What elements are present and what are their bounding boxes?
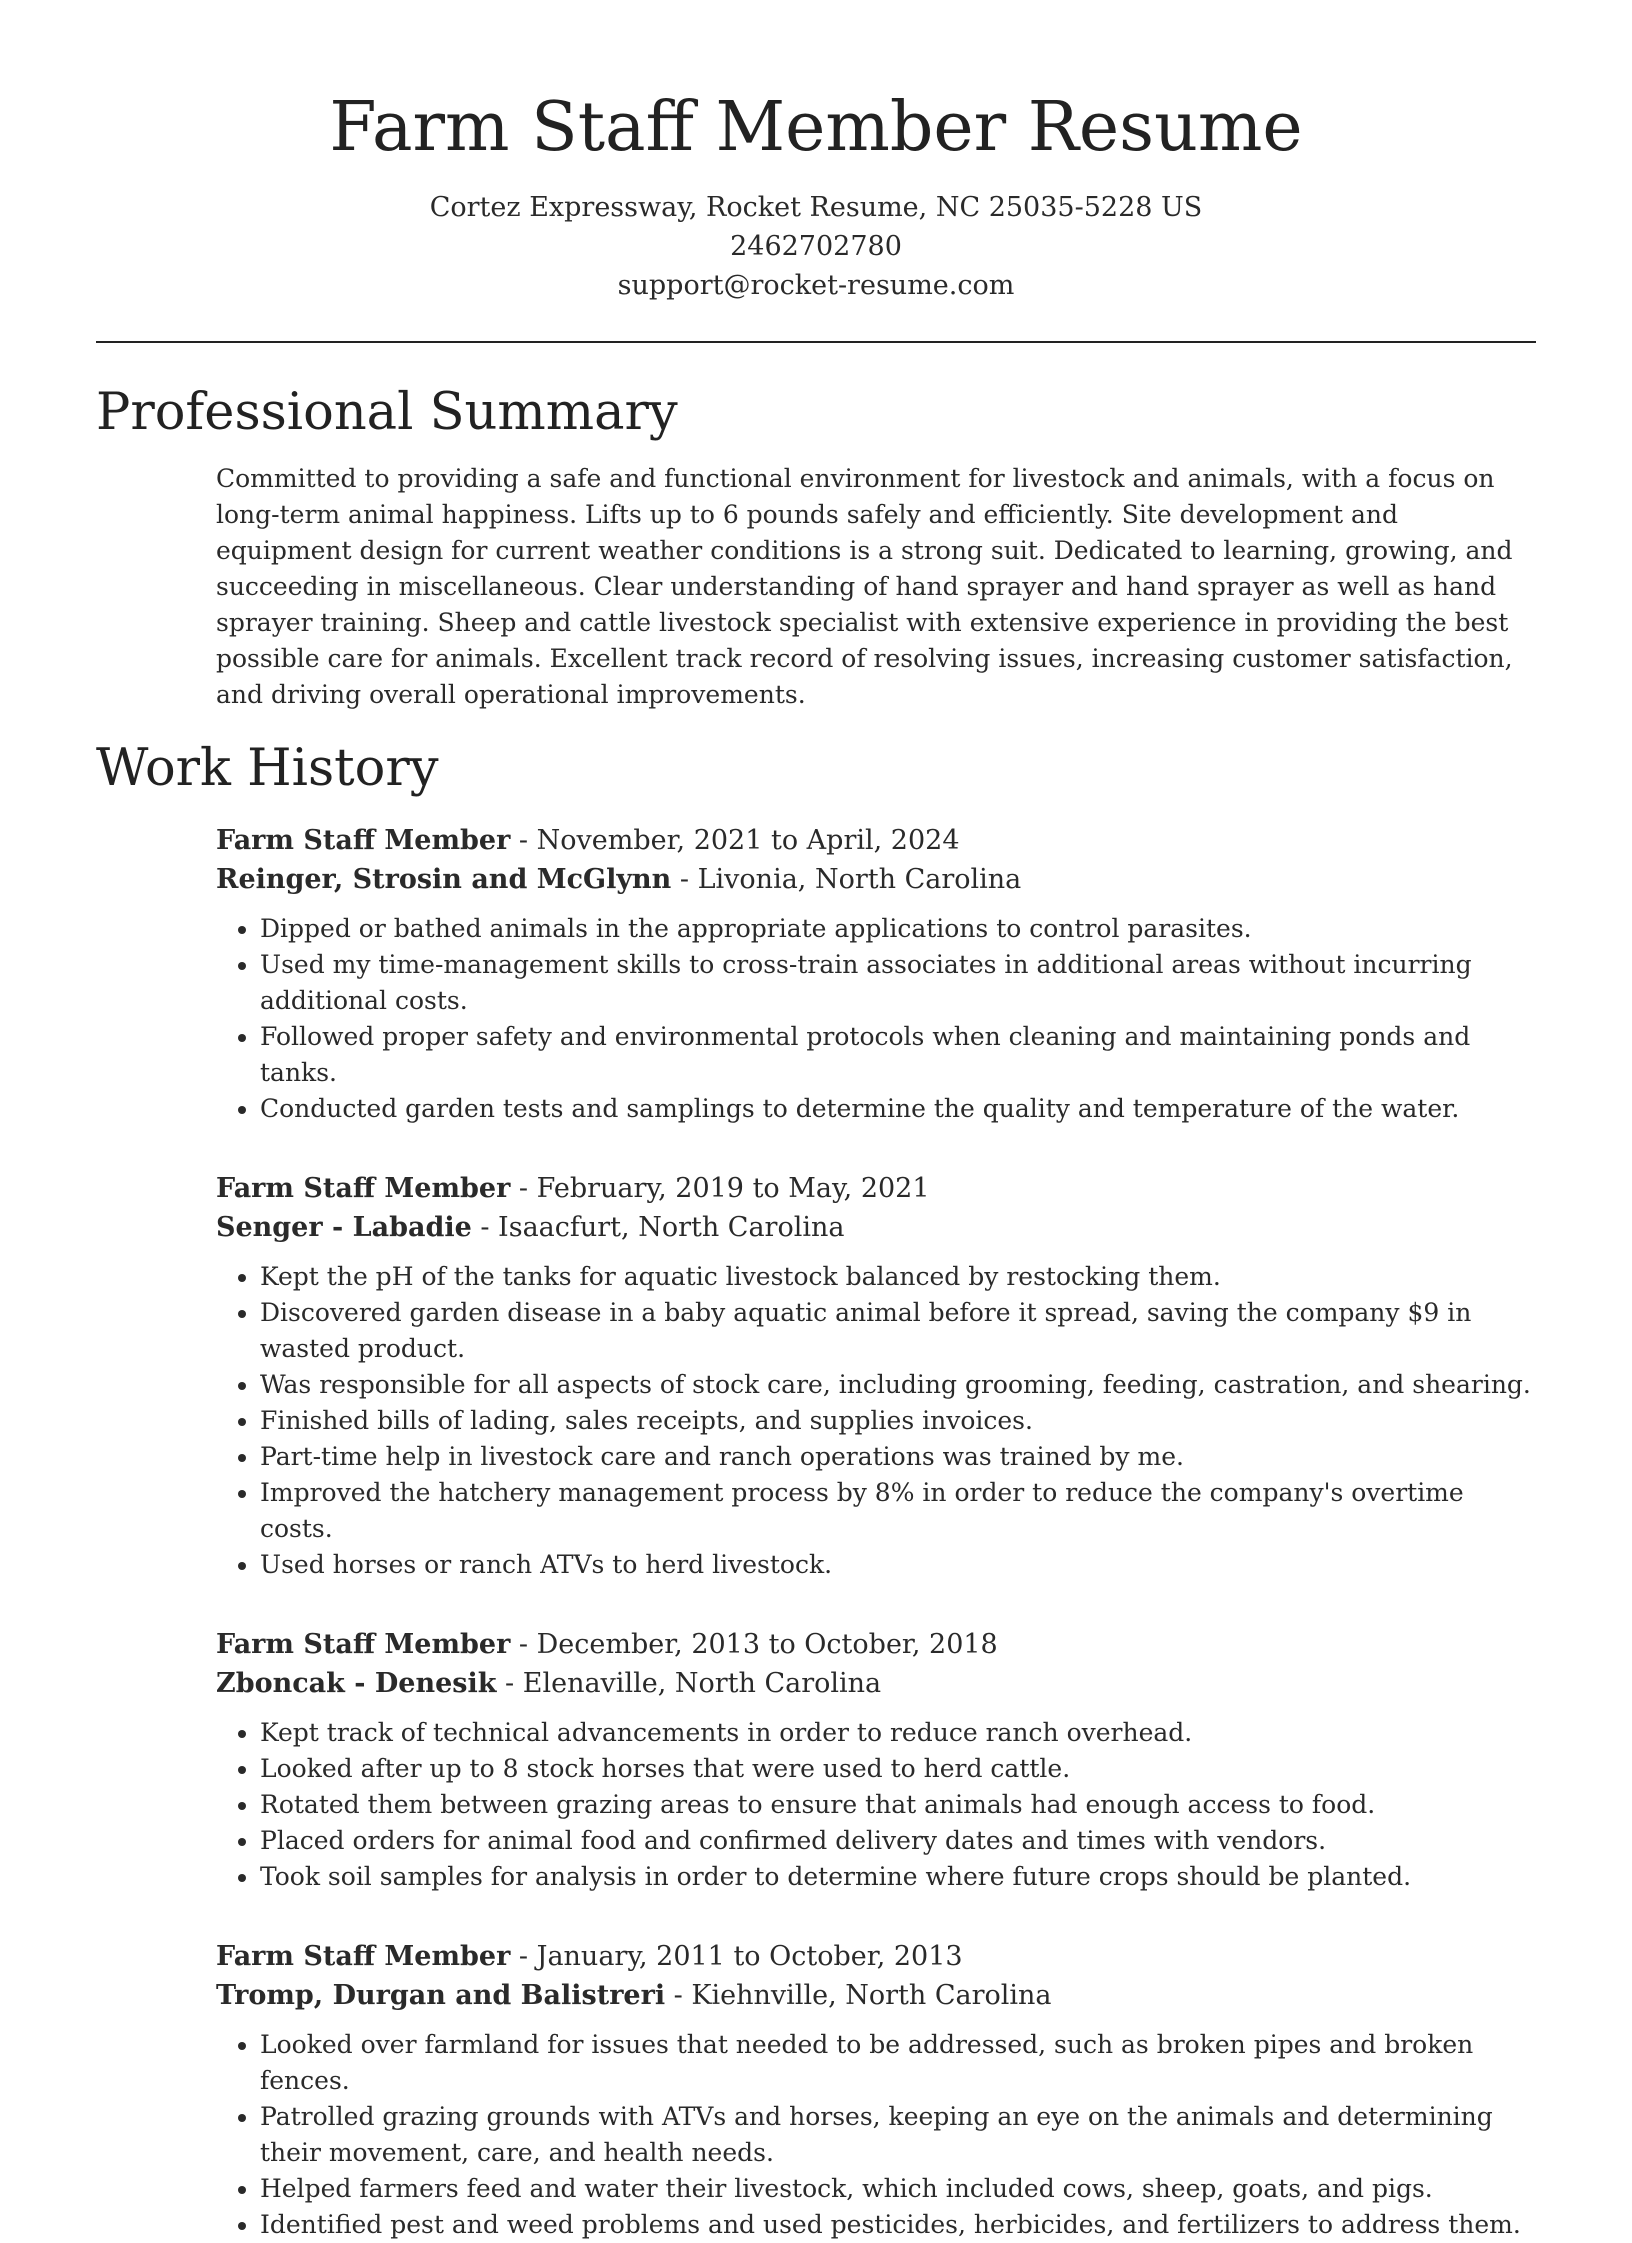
job-location: - Elenaville, North Carolina: [496, 1668, 882, 1699]
work-history-heading: Work History: [96, 739, 439, 798]
job-bullet: • Took soil samples for analysis in order to determine where future crops should be planted.: [260, 1859, 1536, 1895]
job-bullet: • Kept the pH of the tanks for aquatic livestock balanced by restocking them.: [260, 1259, 1536, 1295]
job-bullet: • Finished bills of lading, sales receipts, and supplies invoices.: [260, 1403, 1536, 1439]
contact-phone: 2462702780: [730, 231, 902, 262]
job-bullet: • Used horses or ranch ATVs to herd livestock.: [260, 1547, 1536, 1583]
job-role: Farm Staff Member: [216, 825, 511, 856]
job-dates: - January, 2011 to October, 2013: [510, 1941, 963, 1972]
job-role: Farm Staff Member: [216, 1173, 511, 1204]
job-bullet: • Patrolled grazing grounds with ATVs and horses, keeping an eye on the animals and determining their movement, care, and health needs.: [260, 2099, 1536, 2171]
resume-title: Farm Staff Member Resume: [329, 88, 1303, 167]
job-bullet: • Dipped or bathed animals in the appropriate applications to control parasites.: [260, 911, 1536, 947]
job-bullet: • Identified pest and weed problems and used pesticides, herbicides, and fertilizers to address them.: [260, 2207, 1536, 2243]
job-role-line: [216, 1937, 1536, 1976]
job-entry: [216, 1625, 1536, 1895]
resume-header: [96, 0, 1536, 305]
job-role-line: [216, 1625, 1536, 1664]
job-bullets: [216, 1715, 1536, 1895]
job-company-line: [216, 1976, 1536, 2015]
job-dates: - December, 2013 to October, 2018: [510, 1629, 998, 1660]
job-bullet: • Was responsible for all aspects of stock care, including grooming, feeding, castration, and shearing.: [260, 1367, 1536, 1403]
job-company: Tromp, Durgan and Balistreri: [216, 1980, 666, 2011]
job-bullet: • Part-time help in livestock care and ranch operations was trained by me.: [260, 1439, 1536, 1475]
job-entry: [216, 1937, 1536, 2243]
job-bullet: • Placed orders for animal food and confirmed delivery dates and times with vendors.: [260, 1823, 1536, 1859]
job-entry: [216, 821, 1536, 1127]
job-bullet: • Looked after up to 8 stock horses that were used to herd cattle.: [260, 1751, 1536, 1787]
job-bullet: • Improved the hatchery management process by 8% in order to reduce the company's overtime costs.: [260, 1475, 1536, 1547]
header-divider: [96, 341, 1536, 343]
job-bullet: • Conducted garden tests and samplings to determine the quality and temperature of the water.: [260, 1091, 1536, 1127]
job-bullets: [216, 2027, 1536, 2243]
job-location: - Isaacfurt, North Carolina: [471, 1212, 845, 1243]
contact-email: support@rocket-resume.com: [617, 270, 1015, 301]
job-bullet: • Discovered garden disease in a baby aquatic animal before it spread, saving the company $9 in wasted product.: [260, 1295, 1536, 1367]
job-location: - Livonia, North Carolina: [671, 864, 1022, 895]
job-company: Senger - Labadie: [216, 1212, 472, 1243]
job-role-line: [216, 821, 1536, 860]
job-role: Farm Staff Member: [216, 1629, 511, 1660]
job-bullet: • Helped farmers feed and water their livestock, which included cows, sheep, goats, and pigs.: [260, 2171, 1536, 2207]
job-company: Zboncak - Denesik: [216, 1668, 497, 1699]
job-bullet: • Used my time-management skills to cross-train associates in additional areas without incurring additional costs.: [260, 947, 1536, 1019]
job-company-line: [216, 1208, 1536, 1247]
job-location: - Kiehnville, North Carolina: [665, 1980, 1052, 2011]
job-bullet: • Rotated them between grazing areas to ensure that animals had enough access to food.: [260, 1787, 1536, 1823]
job-dates: - February, 2019 to May, 2021: [510, 1173, 930, 1204]
job-company-line: [216, 1664, 1536, 1703]
work-history-list: [216, 821, 1536, 2243]
job-bullets: [216, 1259, 1536, 1583]
contact-block: [96, 188, 1536, 305]
job-entry: [216, 1169, 1536, 1583]
job-bullet: • Looked over farmland for issues that needed to be addressed, such as broken pipes and broken fences.: [260, 2027, 1536, 2099]
contact-address: Cortez Expressway, Rocket Resume, NC 25035-5228 US: [429, 192, 1203, 223]
job-role-line: [216, 1169, 1536, 1208]
summary-heading: Professional Summary: [96, 383, 678, 442]
job-bullet: • Kept track of technical advancements in order to reduce ranch overhead.: [260, 1715, 1536, 1751]
job-role: Farm Staff Member: [216, 1941, 511, 1972]
job-company-line: [216, 860, 1536, 899]
job-company: Reinger, Strosin and McGlynn: [216, 864, 672, 895]
summary-text: Committed to providing a safe and functional environment for livestock and animals, with a focus on long-term animal happiness. Lifts up to 6 pounds safely and efficiently. Site development and equipment design for current weather conditions is a strong suit. Dedicated to learning, growing, and succeeding in miscellaneous. Clear understanding of hand sprayer and hand sprayer as well as hand sprayer training. Sheep and cattle livestock specialist with extensive experience in providing the best possible care for animals. Excellent track record of resolving issues, increasing customer satisfaction, and driving overall operational improvements.: [216, 464, 1513, 709]
job-bullets: [216, 911, 1536, 1127]
job-bullet: • Followed proper safety and environmental protocols when cleaning and maintaining ponds and tanks.: [260, 1019, 1536, 1091]
job-dates: - November, 2021 to April, 2024: [510, 825, 960, 856]
